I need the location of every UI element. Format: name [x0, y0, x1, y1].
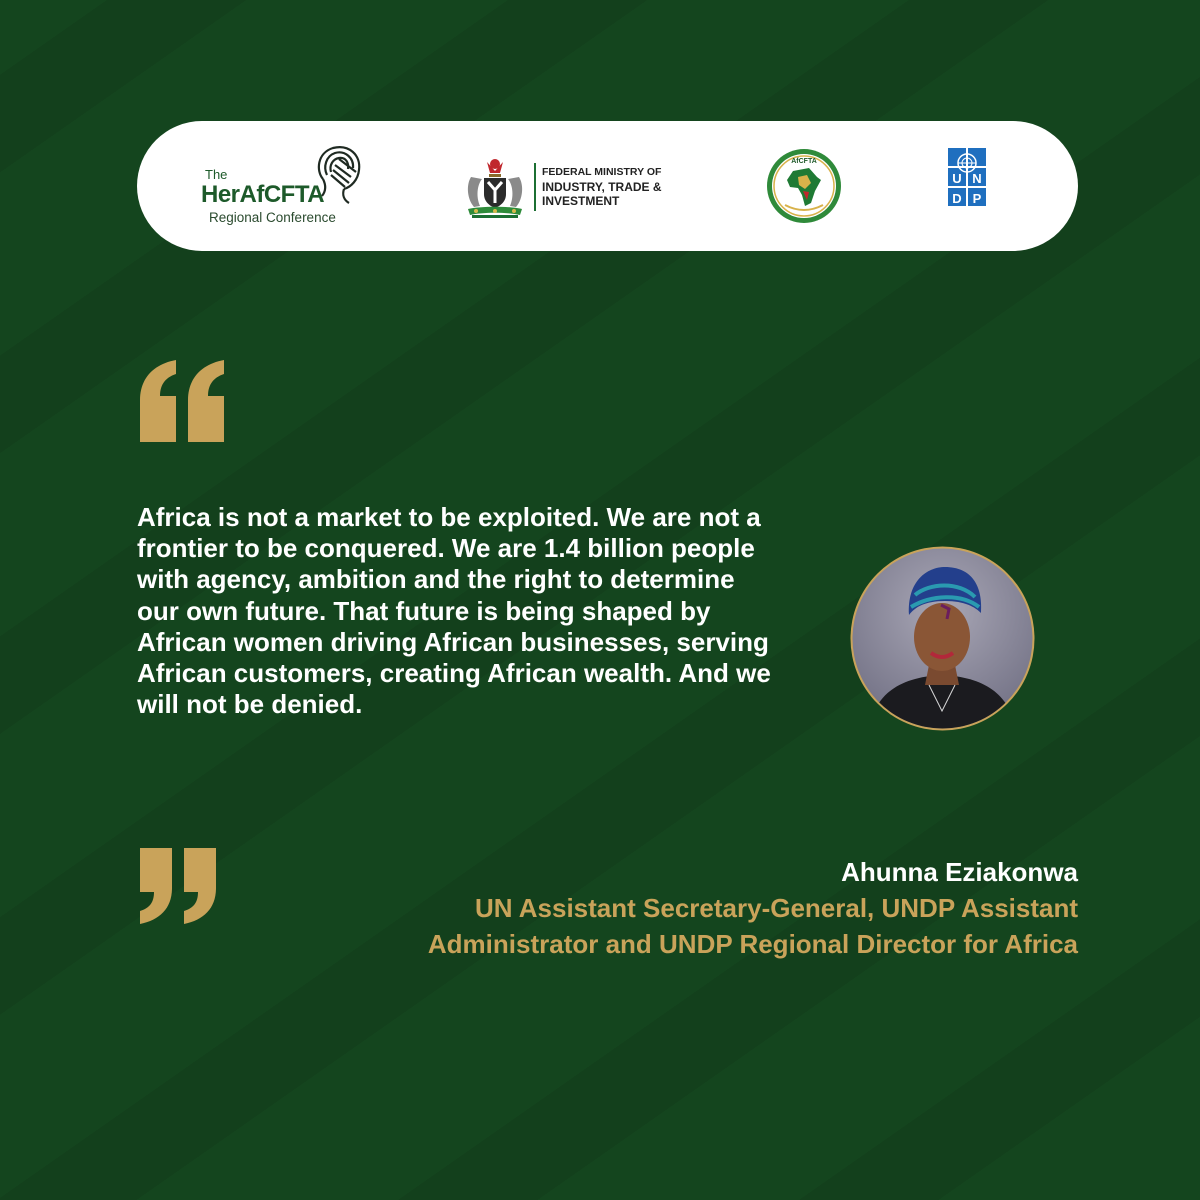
speaker-title-line2: Administrator and UNDP Regional Director for Africa: [427, 929, 1078, 959]
ministry-logo-divider: [534, 163, 536, 211]
svg-text:D: D: [952, 191, 962, 206]
un-emblem-icon: [958, 154, 976, 172]
undp-logo: [948, 148, 988, 222]
speaker-title-line1: UN Assistant Secretary-General, UNDP Assistant: [474, 893, 1078, 923]
coat-of-arms-icon: [462, 157, 528, 219]
herafcfta-logo-subtitle: Regional Conference: [209, 210, 336, 225]
ministry-logo-line2: INDUSTRY, TRADE &: [542, 180, 662, 194]
herafcfta-logo: [201, 143, 371, 231]
attribution: [318, 854, 1078, 962]
close-quote-icon: [140, 848, 220, 924]
svg-text:N: N: [972, 171, 982, 186]
herafcfta-logo-name: HerAfCFTA: [201, 181, 325, 208]
afcfta-seal-text: AfCFTA: [791, 158, 817, 165]
quote-text: Africa is not a market to be exploited. We are not a frontier to be conquered. We are 1.4 billion people with agency, ambition and the right to determine our own future. That future is being shaped by African women driving African businesses, serving African customers, creating African wealth. And we will not be denied.: [137, 502, 771, 720]
herafcfta-logo-the: The: [205, 167, 228, 182]
svg-text:U: U: [952, 171, 962, 186]
ministry-logo-line1: FEDERAL MINISTRY OF: [542, 166, 662, 178]
logo-bar: [137, 121, 1078, 251]
woman-profile-icon: [311, 143, 365, 205]
speaker-name: Ahunna Eziakonwa: [841, 857, 1078, 887]
svg-text:P: P: [972, 191, 982, 206]
open-quote-icon: [140, 360, 230, 442]
ministry-logo: [462, 157, 702, 219]
ministry-logo-line3: INVESTMENT: [542, 194, 620, 208]
speaker-portrait: [849, 545, 1036, 732]
africa-map-seal-icon: [765, 147, 843, 225]
